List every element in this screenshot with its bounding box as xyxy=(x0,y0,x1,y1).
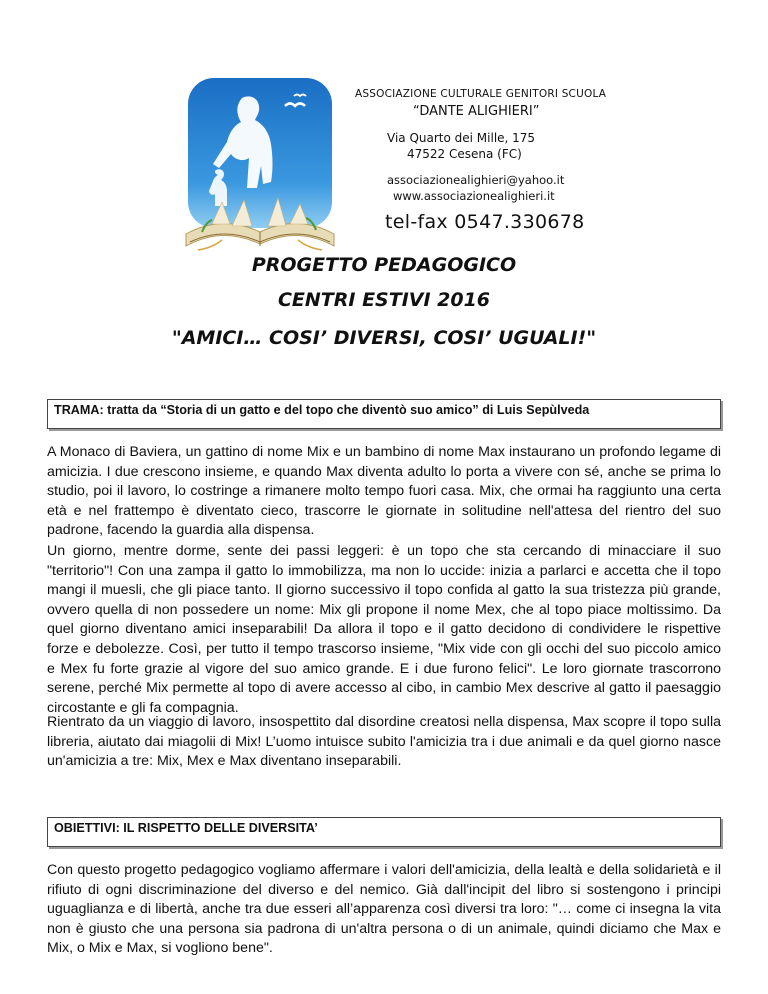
association-logo xyxy=(182,74,338,262)
obiettivi-paragraph: Con questo progetto pedagogico vogliamo affermare i valori dell'amicizia, della lealtà e della solidarietà e il rifiuto di ogni discriminazione del diverso e del nemico. Già dall'incipit del libro si sostengono i principi uguaglianza e di libertà, anche tra due esseri all’apparenza così diversi tra loro: "… come ci insegna la vita non è giusto che una persona sia padrona di un'altra persona o di un animale, quindi diciamo che Max e Mix, o Mix e Max, si vogliono bene". xyxy=(47,862,721,957)
telfax-number: tel-fax 0547.330678 xyxy=(385,211,585,233)
document-title: PROGETTO PEDAGOGICO xyxy=(251,254,517,276)
website-address: www.associazionealighieri.it xyxy=(393,189,555,203)
address-city: 47522 Cesena (FC) xyxy=(407,147,522,161)
organization-header xyxy=(355,88,615,233)
trama-paragraph-2: Un giorno, mentre dorme, sente dei passi leggeri: è un topo che sta cercando di minacciare il suo "territorio"! Con una zampa il gatto lo immobilizza, ma non lo uccide: inizia a parlarci e accetta che il topo mangi il muesli, che gli piace tanto. Il giorno successivo il topo confida al gatto la sua tristezza più grande, ovvero quella di non possedere un nome: Mix gli propone il nome Mex, che al topo piace moltissimo. Da quel giorno diventano amici inseparabili! Da allora il topo e il gatto decidono di condividere le rispettive forze e debolezze. Così, per tutto il tempo trascorso insieme, "Mix vide con gli occhi del suo piccolo amico e Mex fu forte grazie al vigore del suo amico grande. E i due furono felici". Le loro giornate trascorrono serene, perché Mix permette al topo di avere accesso al cibo, in cambio Mex descrive al gatto il paesaggio circostante e gli fa compagnia. xyxy=(47,543,721,716)
obiettivi-heading: OBIETTIVI: IL RISPETTO DELLE DIVERSITA’ xyxy=(54,821,318,835)
obiettivi-heading-box xyxy=(47,817,721,847)
email-address: associazionealighieri@yahoo.it xyxy=(387,173,565,187)
document-subtitle: CENTRI ESTIVI 2016 xyxy=(277,289,491,311)
trama-paragraph-1: A Monaco di Baviera, un gattino di nome Mix e un bambino di nome Max instaurano un profondo legame di amicizia. I due crescono insieme, e quando Max diventa adulto lo porta a vivere con sé, anche se prima lo studio, poi il lavoro, lo costringe a rimanere molto tempo fuori casa. Mix, che ormai ha raggiunto una certa età e nel frattempo è diventato cieco, trascorre le giornate in solitudine nell'attesa del rientro del suo padrone, facendo la guardia alla dispensa. xyxy=(47,444,721,539)
trama-heading: TRAMA: tratta da “Storia di un gatto e del topo che diventò suo amico” di Luis Sepùlveda xyxy=(54,403,590,417)
association-label: ASSOCIAZIONE CULTURALE GENITORI SCUOLA xyxy=(355,88,607,100)
trama-heading-box xyxy=(47,399,721,429)
trama-paragraph-3: Rientrato da un viaggio di lavoro, insospettito dal disordine creatosi nella dispensa, Max scopre il topo sulla libreria, aiutato dai miagolii di Mix! L’uomo intuisce subito l'amicizia tra i due animali e da quel giorno nasce un'amicizia a tre: Mix, Mex e Max diventano inseparabili. xyxy=(47,714,721,770)
project-motto: "AMICI… COSI’ DIVERSI, COSI’ UGUALI!" xyxy=(171,327,597,349)
association-name: “DANTE ALIGHIERI” xyxy=(413,104,540,119)
address-street: Via Quarto dei Mille, 175 xyxy=(387,131,536,145)
